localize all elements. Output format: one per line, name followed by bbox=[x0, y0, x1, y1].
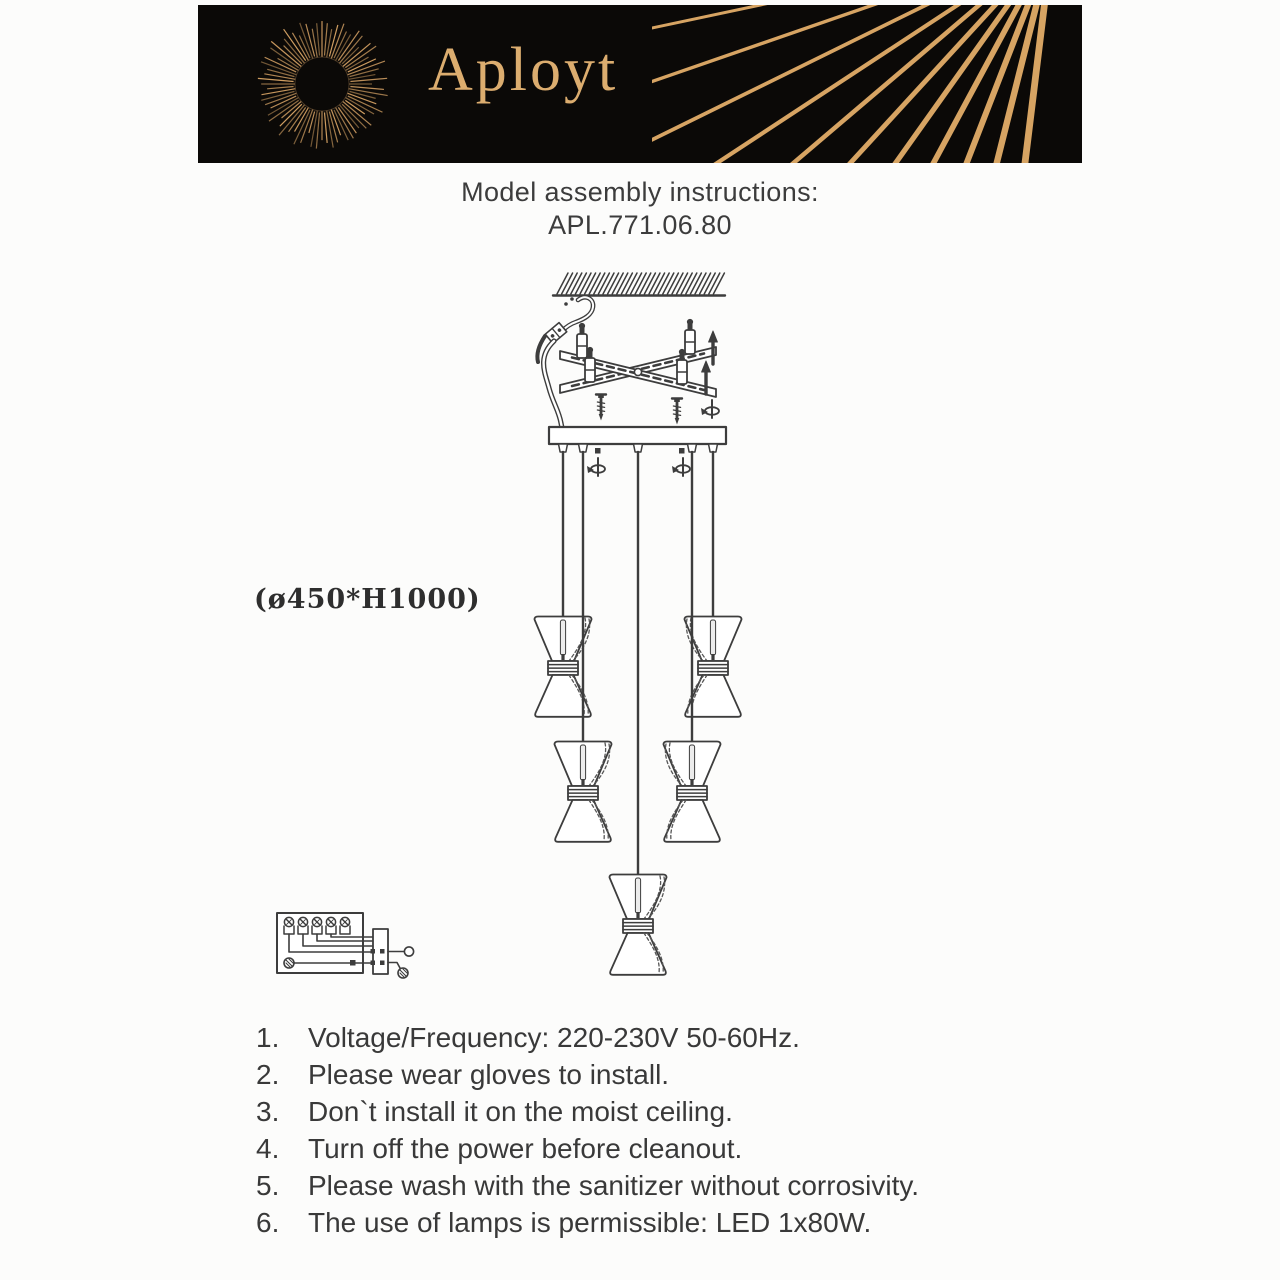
mounting-screw-icon bbox=[596, 395, 606, 421]
mounting-bracket bbox=[560, 319, 719, 424]
brand-banner bbox=[198, 5, 1082, 163]
assembly-diagram bbox=[250, 258, 780, 1003]
corner-rays-decoration bbox=[652, 5, 1082, 163]
item-number: 3. bbox=[256, 1096, 280, 1127]
set-screw-dot bbox=[679, 448, 685, 454]
list-item bbox=[256, 1167, 1116, 1204]
list-item bbox=[256, 1019, 1116, 1056]
wiring-diagram bbox=[277, 913, 414, 978]
page-title: Model assembly instructions: bbox=[461, 177, 819, 207]
mounting-screw-icon bbox=[672, 399, 682, 425]
rotate-screw-icon bbox=[701, 400, 719, 418]
lamp-shade bbox=[664, 742, 721, 842]
list-item bbox=[256, 1130, 1116, 1167]
title-block bbox=[0, 176, 1280, 242]
rotate-screw-icon bbox=[587, 458, 605, 476]
item-text: Turn off the power before cleanout. bbox=[308, 1133, 743, 1164]
sunburst-logo-icon bbox=[250, 8, 394, 160]
list-item bbox=[256, 1204, 1116, 1241]
item-text: Please wash with the sanitizer without corrosivity. bbox=[308, 1170, 920, 1201]
pendants bbox=[535, 452, 742, 975]
lamp-shade bbox=[555, 742, 612, 842]
item-text: Don`t install it on the moist ceiling. bbox=[308, 1096, 733, 1127]
standoff-post bbox=[577, 323, 587, 358]
neutral-terminal-icon bbox=[404, 947, 413, 956]
item-text: The use of lamps is permissible: LED 1x80W. bbox=[308, 1207, 872, 1238]
item-number: 2. bbox=[256, 1059, 280, 1090]
item-number: 1. bbox=[256, 1022, 280, 1053]
list-item bbox=[256, 1056, 1116, 1093]
standoff-post bbox=[685, 319, 695, 354]
item-number: 6. bbox=[256, 1207, 280, 1238]
set-screw-dot bbox=[595, 448, 601, 454]
list-item bbox=[256, 1093, 1116, 1130]
instruction-list bbox=[256, 1019, 1116, 1241]
item-text: Voltage/Frequency: 220-230V 50-60Hz. bbox=[308, 1022, 800, 1053]
brand-name: Aployt bbox=[428, 36, 619, 104]
dimension-label: (ø450*H1000) bbox=[254, 584, 481, 615]
item-number: 4. bbox=[256, 1133, 280, 1164]
item-text: Please wear gloves to install. bbox=[308, 1059, 670, 1090]
rotate-screw-icon bbox=[672, 458, 690, 476]
ceiling-hatch bbox=[553, 273, 725, 296]
item-number: 5. bbox=[256, 1170, 280, 1201]
model-number: APL.771.06.80 bbox=[548, 210, 732, 240]
lamp-shade bbox=[610, 875, 667, 975]
